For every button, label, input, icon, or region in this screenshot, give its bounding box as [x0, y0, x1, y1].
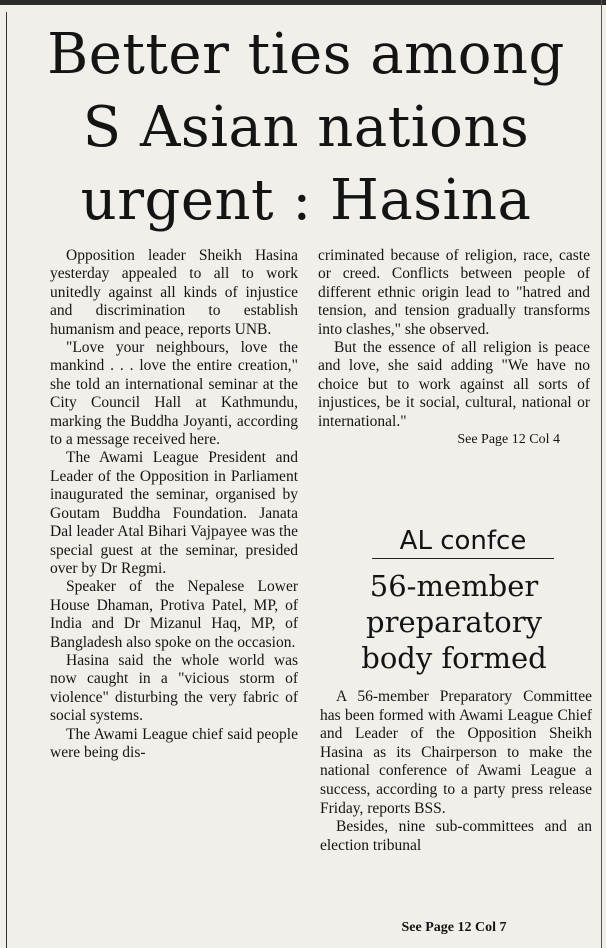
right-column-rule — [601, 0, 602, 948]
paragraph: criminated because of religion, race, caste or creed. Conflicts between people of different ethnic origin lead to "hatred and tension, and tension gradually transforms into clashes," she observed. — [318, 247, 590, 338]
paragraph: Besides, nine sub-committees and an election tribunal — [320, 818, 592, 854]
paragraph: Hasina said the whole world was now caught in a "vicious storm of violence" disturbing the very fabric of social systems. — [50, 651, 298, 725]
headline-line-2: S Asian nations — [82, 95, 530, 160]
paragraph: The Awami League chief said people were being dis- — [50, 725, 298, 761]
paragraph: But the essence of all religion is peace and love, she said adding "We have no choice but to work against all sorts of injustices, be it social, cultural, national or international." — [318, 339, 590, 430]
headline-line-1: Better ties among — [47, 22, 565, 87]
continued-on-link[interactable]: See Page 12 Col 4 — [457, 432, 560, 448]
second-story-headline — [318, 568, 590, 676]
paragraph: Speaker of the Nepalese Lower House Dhaman, Protiva Patel, MP, of India and Dr Mizanul Haq, MP, of Bangladesh also spoke on the occasion. — [50, 578, 298, 651]
subhead-line-1: 56-member — [369, 569, 539, 603]
main-story-right-column — [318, 247, 590, 448]
top-rule — [0, 0, 606, 5]
section-kicker: AL confce — [372, 524, 554, 559]
continued-on-link[interactable]: See Page 12 Col 7 — [401, 920, 507, 935]
second-story-body — [320, 688, 592, 855]
headline-line-3: urgent : Hasina — [80, 168, 532, 233]
paragraph: "Love your neighbours, love the mankind . . . love the entire creation," she told an international seminar at the City Council Hall at Kathmundu, marking the Buddha Joyanti, according to a message received here. — [50, 339, 298, 449]
subhead-line-2: preparatory — [366, 605, 542, 639]
paragraph: The Awami League President and Leader of the Opposition in Parliament inaugurated the seminar, organised by Goutam Buddha Foundation. Janata Dal leader Atal Bihari Vajpayee was the special guest at the seminar, presided over by Dr Regmi. — [50, 449, 298, 577]
main-story-left-column — [50, 247, 298, 762]
headline — [16, 18, 596, 237]
subhead-line-3: body formed — [361, 641, 547, 675]
left-column-rule — [6, 12, 7, 948]
paragraph: A 56-member Preparatory Committee has been formed with Awami League Chief and Leader of the Opposition Sheikh Hasina as its Chairperson to make the national conference of Awami League a success, according to a party press release Friday, reports BSS. — [320, 688, 592, 817]
paragraph: Opposition leader Sheikh Hasina yesterday appealed to all to work unitedly against all kinds of injustice and discrimination to establish humanism and peace, reports UNB. — [50, 247, 298, 338]
